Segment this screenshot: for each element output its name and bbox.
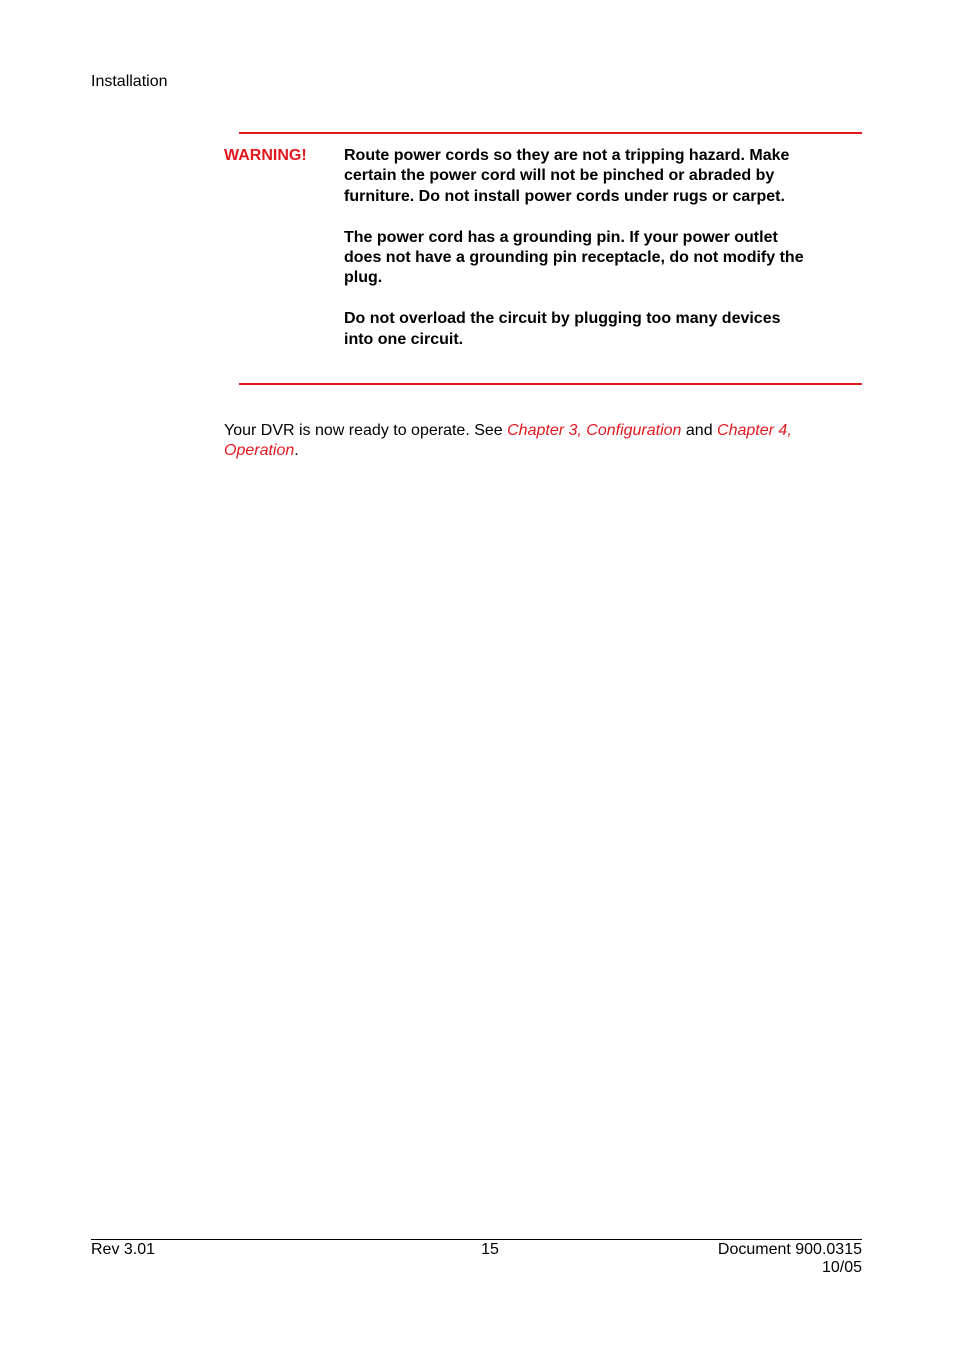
footer-rule <box>91 1239 862 1240</box>
chapter-3-link[interactable]: Chapter 3, Configuration <box>507 422 682 439</box>
warning-paragraph-tripping: Route power cords so they are not a tripping hazard. Make certain the power cord will not be pinched or abraded by furniture. Do not install power cords under rugs or carpet. <box>344 147 790 205</box>
ready-text: Your DVR is now ready to operate. See <box>224 422 508 439</box>
footer-date: 10/05 <box>821 1259 862 1276</box>
warning-bottom-rule <box>239 383 862 385</box>
footer-document-info <box>718 1241 862 1277</box>
footer-revision: Rev 3.01 <box>91 1241 156 1258</box>
warning-paragraph-overload: Do not overload the circuit by plugging too many devices into one circuit. <box>344 310 781 348</box>
warning-body <box>344 146 814 350</box>
ready-paragraph <box>224 421 824 462</box>
chapter-4-link[interactable]: Chapter 4, Operation <box>224 422 792 460</box>
warning-top-rule <box>239 132 862 134</box>
period-text: . <box>294 442 299 460</box>
warning-paragraph-grounding: The power cord has a grounding pin. If your power outlet does not have a grounding pin receptacle, do not modify the plug. <box>344 228 804 287</box>
conjunction-text: and <box>681 422 718 439</box>
warning-label: WARNING! <box>224 147 307 164</box>
footer-document-number: Document 900.0315 <box>717 1241 862 1258</box>
footer-page-number: 15 <box>481 1241 499 1258</box>
running-header: Installation <box>91 73 168 90</box>
